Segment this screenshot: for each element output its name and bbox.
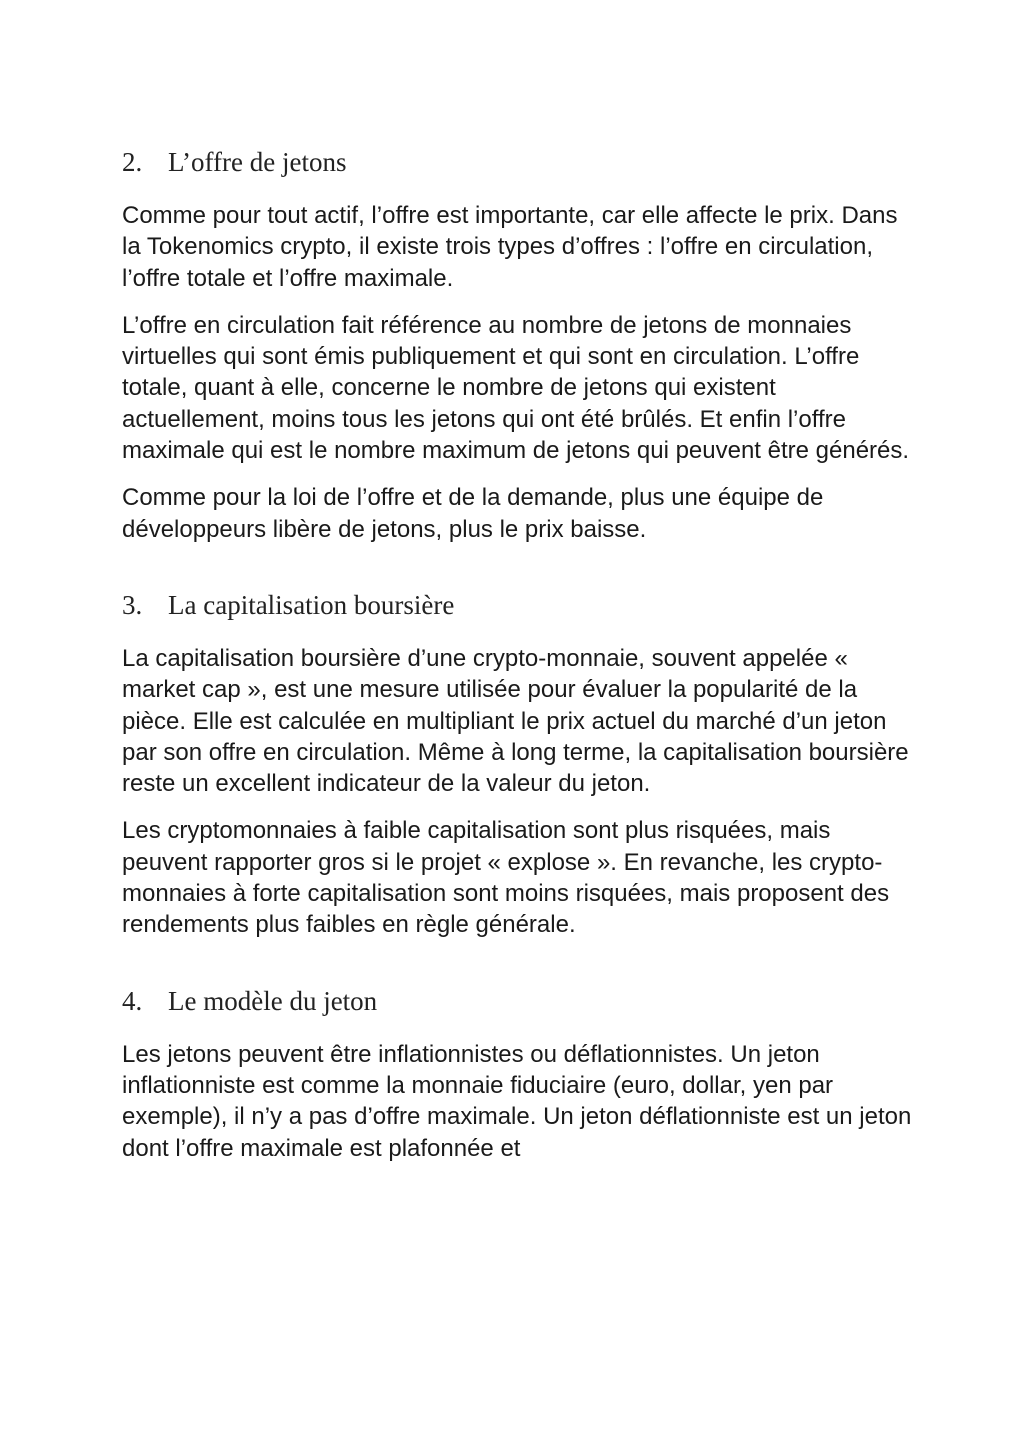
section-number: 2.	[122, 147, 143, 177]
section-title: La capitalisation boursière	[168, 589, 455, 620]
section-modele-du-jeton	[122, 979, 912, 1164]
paragraph: Les cryptomonnaies à faible capitalisation sont plus risquées, mais peuvent rapporter gros si le projet « explose ». En revanche, les crypto-monnaies à forte capitalisation sont moins risquées, mais proposent des rendements plus faibles en règle générale.	[122, 817, 890, 939]
section-number: 4.	[122, 985, 143, 1016]
section-number: 3.	[122, 589, 143, 620]
section-title: L’offre de jetons	[168, 147, 347, 177]
section-heading	[122, 979, 912, 1023]
paragraph: L’offre en circulation fait référence au nombre de jetons de monnaies virtuelles qui sont émis publiquement et qui sont en circulation. L’offre totale, quant à elle, concerne le nombre de jetons qui existent actuellement, moins tous les jetons qui ont été brûlés. Et enfin l’offre maximale qui est le nombre maximum de jetons qui peuvent être générés.	[122, 311, 910, 465]
paragraph: La capitalisation boursière d’une crypto-monnaie, souvent appelée « market cap », est une mesure utilisée pour évaluer la popularité de la pièce. Elle est calculée en multipliant le prix actuel du marché d’un jeton par son offre en circulation. Même à long terme, la capitalisation boursière reste un excellent indicateur de la valeur du jeton.	[122, 644, 909, 798]
paragraph: Comme pour tout actif, l’offre est importante, car elle affecte le prix. Dans la Tokenomics crypto, il existe trois types d’offres : l’offre en circulation, l’offre totale et l’offre maximale.	[122, 202, 898, 292]
section-heading	[122, 583, 912, 627]
section-heading	[122, 140, 912, 184]
document-page	[122, 140, 912, 1180]
section-capitalisation-boursiere	[122, 583, 912, 941]
section-title: Le modèle du jeton	[168, 985, 378, 1016]
section-offre-de-jetons	[122, 140, 912, 545]
paragraph: Les jetons peuvent être inflationnistes ou déflationnistes. Un jeton inflationniste est comme la monnaie fiduciaire (euro, dollar, yen par exemple), il n’y a pas d’offre maximale. Un jeton déflationniste est un jeton dont l’offre maximale est plafonnée et	[122, 1040, 912, 1162]
paragraph: Comme pour la loi de l’offre et de la demande, plus une équipe de développeurs libère de jetons, plus le prix baisse.	[122, 484, 824, 543]
